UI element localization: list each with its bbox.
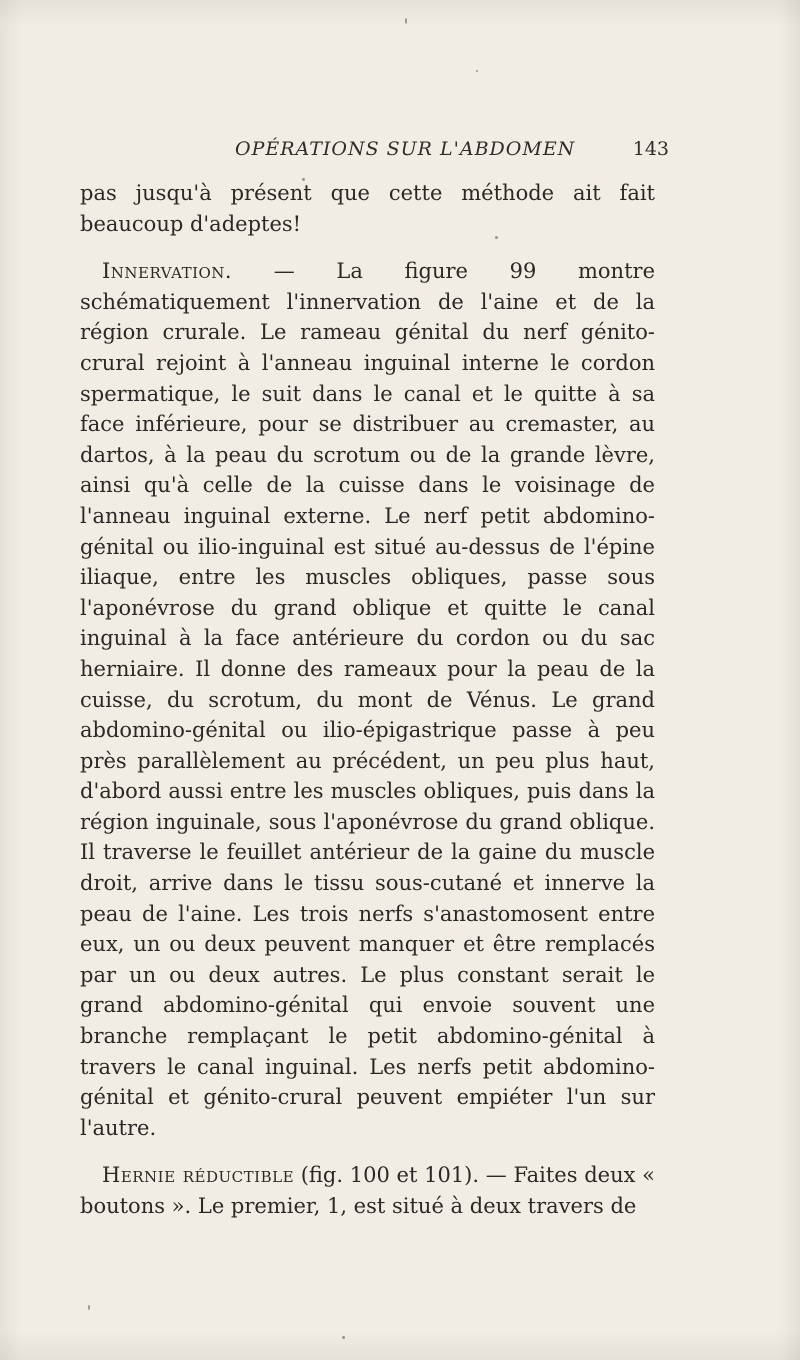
- paragraph-text: (fig. 100 et 101). — Faites deux « boutons ». Le premier, 1, est situé à deux travers de: [80, 1163, 655, 1218]
- paper-speck: [302, 178, 305, 181]
- paragraph-text: pas jusqu'à présent que cette méthode ait fait beaucoup d'adeptes!: [80, 181, 655, 236]
- paragraph-continuation: [80, 178, 655, 239]
- running-title: OPÉRATIONS SUR L'ABDOMEN: [235, 138, 576, 160]
- section-heading-hernie-reductible: Hernie réductible: [102, 1163, 295, 1188]
- paragraph-hernie-reductible: [80, 1160, 655, 1221]
- body-text: [80, 178, 655, 1222]
- paragraph-innervation: [80, 256, 655, 1143]
- paper-speck: [342, 1336, 345, 1339]
- section-heading-innervation: Innervation.: [102, 259, 233, 284]
- paragraph-text: — La figure 99 montre schématiquement l'innervation de l'aine et de la région crurale. Le rameau génital du nerf génito-crural rejoint à l'anneau inguinal interne le cordon spermatique, le suit dans le canal et le quitte à sa face inférieure, pour se distribuer au cremaster, au dartos, à la peau du scrotum ou de la grande lèvre, ainsi qu'à celle de la cuisse dans le voisinage de l'anneau inguinal externe. Le nerf petit abdomino-génital ou ilio-inguinal est situé au-dessus de l'épine iliaque, entre les muscles obliques, passe sous l'aponévrose du grand oblique et quitte le canal inguinal à la face antérieure du cordon ou du sac herniaire. Il donne des rameaux pour la peau de la cuisse, du scrotum, du mont de Vénus. Le grand abdomino-génital ou ilio-épigastrique passe à peu près parallèlement au précédent, un peu plus haut, d'abord aussi entre les muscles obliques, puis dans la région inguinale, sous l'aponévrose du grand oblique. Il traverse le feuillet antérieur de la gaine du muscle droit, arrive dans le tissu sous-cutané et innerve la peau de l'aine. Les trois nerfs s'anastomosent entre eux, un ou deux peuvent manquer et être remplacés par un ou deux autres. Le plus constant serait le grand abdomino-génital qui envoie souvent une branche remplaçant le petit abdomino-génital à travers le canal inguinal. Les nerfs petit abdomino-génital et génito-crural peuvent empiéter l'un sur l'autre.: [80, 259, 655, 1140]
- paper-speck: [495, 236, 498, 239]
- page-header: [80, 138, 669, 164]
- paper-speck: [405, 18, 407, 24]
- paper-speck: [476, 70, 478, 72]
- paper-speck: [88, 1305, 90, 1310]
- page-number: 143: [632, 138, 669, 160]
